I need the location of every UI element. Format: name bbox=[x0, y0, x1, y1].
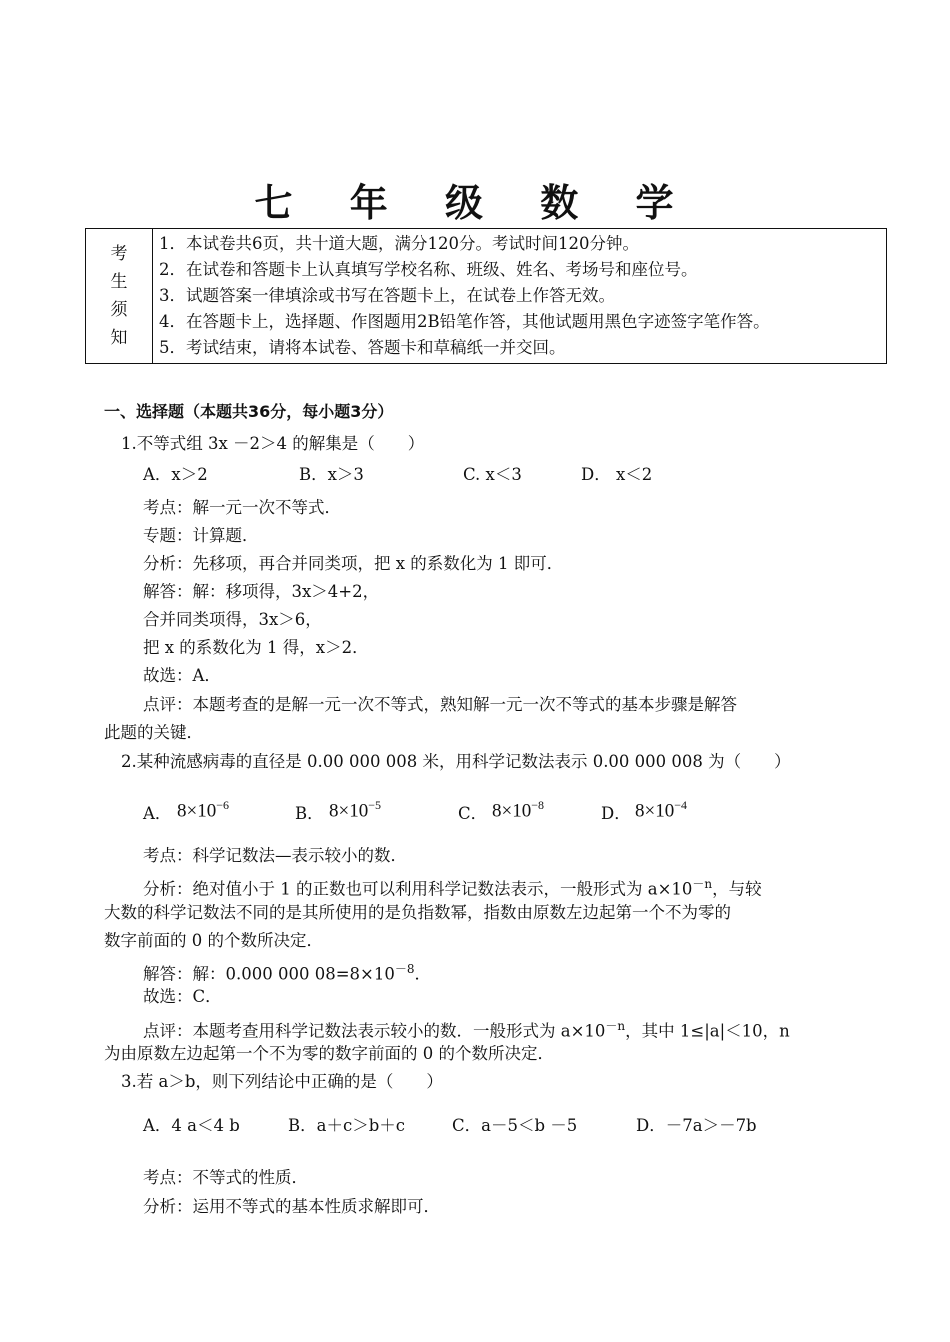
notice-header-char: 生 bbox=[110, 272, 128, 292]
q2-option-exp: −4 bbox=[674, 798, 687, 812]
q2-option-base: 8×10 bbox=[329, 800, 369, 822]
notice-header-cell bbox=[86, 229, 153, 364]
q1-kaodian: 考点：解一元一次不等式． bbox=[143, 498, 341, 517]
q1-dianping: 点评：本题考查的是解一元一次不等式，熟知解一元一次不等式的基本步骤是解答 bbox=[143, 695, 737, 714]
q2-dianping bbox=[143, 1015, 790, 1043]
q1-option-a: A．x＞2 bbox=[143, 465, 208, 484]
q1-fenxi: 分析：先移项，再合并同类项，把 x 的系数化为 1 即可． bbox=[143, 554, 564, 573]
q2-option-a-value bbox=[177, 794, 229, 822]
q2-guxuan: 故选：C． bbox=[143, 987, 222, 1006]
q1-jieda-step: 把 x 的系数化为 1 得，x＞2． bbox=[143, 638, 369, 657]
notice-header-char: 考 bbox=[110, 244, 128, 264]
q1-option-c: C. x＜3 bbox=[463, 465, 522, 484]
notice-item: 1．本试卷共6页，共十道大题，满分120分。考试时间120分钟。 bbox=[159, 234, 639, 253]
q2-kaodian: 考点：科学记数法—表示较小的数． bbox=[143, 846, 407, 865]
q3-fenxi: 分析：运用不等式的基本性质求解即可． bbox=[143, 1197, 440, 1216]
q2-dianping-tail: ，其中 1≤|a|＜10，n bbox=[625, 1021, 790, 1041]
notice-header-char: 知 bbox=[110, 328, 128, 348]
q3-option-d: D．－7a＞－7b bbox=[636, 1116, 757, 1135]
q2-option-c-value bbox=[492, 794, 544, 822]
q1-option-d: D． x＜2 bbox=[581, 465, 653, 484]
q2-option-base: 8×10 bbox=[635, 800, 675, 822]
q2-fenxi-sup: －n bbox=[692, 877, 713, 891]
exam-notice-table bbox=[85, 228, 887, 364]
q2-option-exp: −5 bbox=[368, 798, 381, 812]
notice-item: 4．在答题卡上，选择题、作图题用2B铅笔作答，其他试题用黑色字迹签字笔作答。 bbox=[159, 312, 770, 331]
q2-option-base: 8×10 bbox=[492, 800, 532, 822]
q2-option-exp: −8 bbox=[531, 798, 544, 812]
q2-option-exp: −6 bbox=[216, 798, 229, 812]
q2-option-base: 8×10 bbox=[177, 800, 217, 822]
q1-jieda-step: 合并同类项得，3x＞6， bbox=[143, 610, 322, 629]
q2-option-b-letter: B． bbox=[295, 804, 324, 823]
q2-fenxi-text: 分析：绝对值小于 1 的正数也可以利用科学记数法表示，一般形式为 a×10 bbox=[143, 879, 693, 899]
q2-option-a-letter: A． bbox=[143, 804, 172, 823]
q1-jieda: 解答：解：移项得，3x＞4+2， bbox=[143, 582, 380, 601]
q1-zhuanti: 专题：计算题． bbox=[143, 526, 259, 545]
q2-dianping-cont: 为由原数左边起第一个不为零的数字前面的 0 的个数所决定． bbox=[104, 1044, 554, 1063]
q2-jieda-tail: ． bbox=[414, 964, 431, 984]
q2-jieda-sup: －8 bbox=[394, 962, 415, 976]
q1-option-b: B．x＞3 bbox=[299, 465, 364, 484]
notice-item: 2．在试卷和答题卡上认真填写学校名称、班级、姓名、考场号和座位号。 bbox=[159, 260, 698, 279]
notice-item: 5．考试结束，请将本试卷、答题卡和草稿纸一并交回。 bbox=[159, 338, 566, 357]
page-title: 七 年 级 数 学 bbox=[254, 181, 696, 225]
q2-dianping-text: 点评：本题考查用科学记数法表示较小的数．一般形式为 a×10 bbox=[143, 1021, 606, 1041]
q2-option-d-letter: D． bbox=[601, 804, 631, 823]
q1-guxuan: 故选：A． bbox=[143, 666, 221, 685]
q1-dianping-cont: 此题的关键． bbox=[104, 723, 203, 742]
q3-option-a: A．4 a＜4 b bbox=[143, 1116, 240, 1135]
q2-option-b-value bbox=[329, 794, 381, 822]
notice-items-cell bbox=[153, 229, 887, 364]
q3-stem: 3.若 a＞b，则下列结论中正确的是（ ） bbox=[121, 1072, 443, 1091]
section-heading: 一、选择题（本题共36分，每小题3分） bbox=[104, 402, 394, 421]
q2-jieda bbox=[143, 958, 431, 986]
q2-dianping-sup: －n bbox=[605, 1019, 626, 1033]
q2-fenxi-cont: 大数的科学记数法不同的是其所使用的是负指数幂，指数由原数左边起第一个不为零的 bbox=[104, 903, 731, 922]
q2-fenxi-cont: 数字前面的 0 的个数所决定． bbox=[104, 931, 323, 950]
q3-option-c: C．a－5＜b －5 bbox=[452, 1116, 578, 1135]
q2-jieda-text: 解答：解：0.000 000 08=8×10 bbox=[143, 964, 395, 984]
notice-header-char: 须 bbox=[110, 300, 128, 320]
q2-fenxi bbox=[143, 873, 762, 901]
q2-stem: 2.某种流感病毒的直径是 0.00 000 008 米，用科学记数法表示 0.00 000 008 为（ ） bbox=[121, 752, 791, 771]
q2-option-d-value bbox=[635, 794, 687, 822]
q1-stem: 1.不等式组 3x －2＞4 的解集是（ ） bbox=[121, 434, 425, 453]
q3-option-b: B．a＋c＞b＋c bbox=[288, 1116, 406, 1135]
q3-kaodian: 考点：不等式的性质． bbox=[143, 1168, 308, 1187]
notice-item: 3．试题答案一律填涂或书写在答题卡上，在试卷上作答无效。 bbox=[159, 286, 615, 305]
q2-fenxi-tail: ，与较 bbox=[712, 879, 762, 899]
q2-option-c-letter: C． bbox=[458, 804, 488, 823]
